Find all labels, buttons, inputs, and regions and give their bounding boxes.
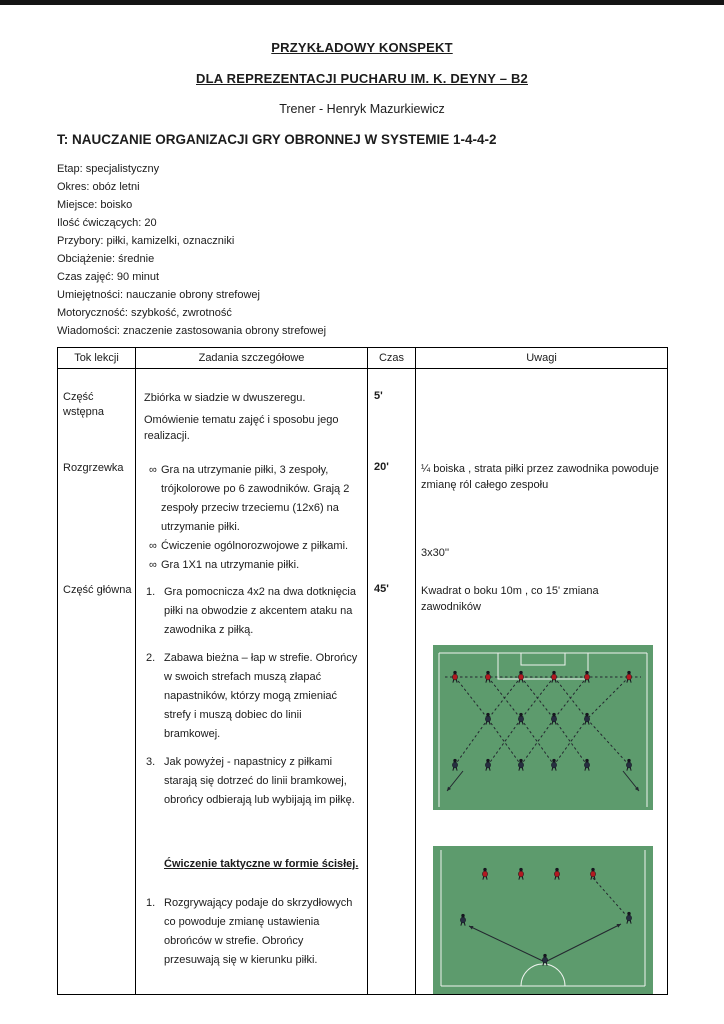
meta-wiadomosci: Wiadomości: znaczenie zastosowania obrony strefowej (57, 325, 327, 337)
task-text: Ćwiczenie ogólnorozwojowe z piłkami. (161, 539, 349, 552)
lesson-meta (57, 160, 667, 340)
row-rozgrzewka (58, 457, 668, 579)
phase-label: Rozgrzewka (58, 457, 136, 579)
item-number: 2. (146, 651, 156, 664)
numbered-item (144, 894, 361, 970)
bullet-item (144, 537, 361, 556)
phase-label: Część główna (58, 579, 136, 995)
phase-label: Część wstępna (58, 369, 136, 457)
meta-miejsce: Miejsce: boisko (57, 199, 133, 211)
time-value: 45' (368, 579, 416, 995)
doc-title: PRZYKŁADOWY KONSPEKT (271, 40, 453, 55)
note-text: ¼ boiska , strata piłki przez zawodnika powoduje zmianę ról całego zespołu (421, 462, 659, 491)
doc-subtitle: DLA REPREZENTACJI PUCHARU IM. K. DEYNY – B2 (196, 71, 528, 86)
col-header-czas: Czas (368, 348, 416, 369)
pitch-diagram-zones (433, 645, 653, 810)
task-text: Gra 1X1 na utrzymanie piłki. (161, 558, 300, 571)
bullet-item (144, 461, 361, 537)
tasks-cell (136, 579, 368, 995)
numbered-item (144, 583, 361, 640)
tasks-cell (136, 457, 368, 579)
exercise-title: Ćwiczenie taktyczne w formie ścisłej. (164, 857, 359, 870)
time-value: 5' (368, 369, 416, 457)
time-value: 20' (368, 457, 416, 579)
page-top-edge (0, 0, 724, 5)
task-text: Zabawa bieżna – łap w strefie. Obrońcy w swoich strefach muszą złapać napastników, którzy mogą zmieniać strefy i muszą dobiec do linii bramkowej. (164, 651, 358, 740)
note-text: Kwadrat o boku 10m , co 15' zmiana zawodników (421, 584, 599, 613)
trainer-line: Trener - Henryk Mazurkiewicz (279, 102, 445, 116)
item-number: 3. (146, 755, 156, 768)
meta-umiejetnosci: Umiejętności: nauczanie obrony strefowej (57, 289, 260, 301)
row-czesc-glowna (58, 579, 668, 995)
task-text: Gra pomocnicza 4x2 na dwa dotknięcia piłki na obwodzie z akcentem ataku na zawodnika z piłką. (164, 585, 356, 636)
item-number: 1. (146, 585, 156, 598)
task-text: Omówienie tematu zajęć i sposobu jego realizacji. (144, 414, 339, 442)
notes-cell (416, 579, 668, 995)
meta-obciazenie: Obciążenie: średnie (57, 253, 155, 265)
meta-okres: Okres: obóz letni (57, 181, 140, 193)
meta-etap: Etap: specjalistyczny (57, 163, 160, 175)
meta-przybory: Przybory: piłki, kamizelki, oznaczniki (57, 235, 235, 247)
bullet-glyph: ∞ (149, 539, 157, 552)
bullet-item (144, 556, 361, 575)
numbered-item (144, 753, 361, 810)
lesson-topic: T: NAUCZANIE ORGANIZACJI GRY OBRONNEJ W SYSTEMIE 1-4-4-2 (57, 132, 497, 147)
col-header-tok-lekcji: Tok lekcji (58, 348, 136, 369)
bullet-glyph: ∞ (149, 463, 157, 476)
col-header-uwagi: Uwagi (416, 348, 668, 369)
meta-ilosc: Ilość ćwiczących: 20 (57, 217, 157, 229)
item-number: 1. (146, 896, 156, 909)
tasks-cell (136, 369, 368, 457)
pitch-diagram-shift (433, 846, 653, 994)
table-header-row (58, 348, 668, 369)
meta-motorycznosc: Motoryczność: szybkość, zwrotność (57, 307, 232, 319)
task-text: Jak powyżej - napastnicy z piłkami starają się dotrzeć do linii bramkowej, obrońcy odbierają lub wybijają im piłkę. (164, 755, 355, 806)
meta-czas: Czas zajęć: 90 minut (57, 271, 160, 283)
task-text: Zbiórka w siadzie w dwuszeregu. (144, 392, 306, 404)
numbered-item (144, 649, 361, 744)
bullet-glyph: ∞ (149, 558, 157, 571)
task-text: Gra na utrzymanie piłki, 3 zespoły, trójkolorowe po 6 zawodników. Grają 2 zespoły przeciw trzeciemu (12x6) na utrzymanie piłki. (161, 463, 350, 533)
note-text: 3x30'' (421, 546, 450, 559)
notes-cell (416, 369, 668, 457)
lesson-table (57, 347, 668, 995)
col-header-zadania: Zadania szczegółowe (136, 348, 368, 369)
notes-cell (416, 457, 668, 579)
row-czesc-wstepna (58, 369, 668, 457)
task-text: Rozgrywający podaje do skrzydłowych co powoduje zmianę ustawienia obrońców w strefie. Obrońcy przesuwają się w kierunku piłki. (164, 896, 353, 966)
